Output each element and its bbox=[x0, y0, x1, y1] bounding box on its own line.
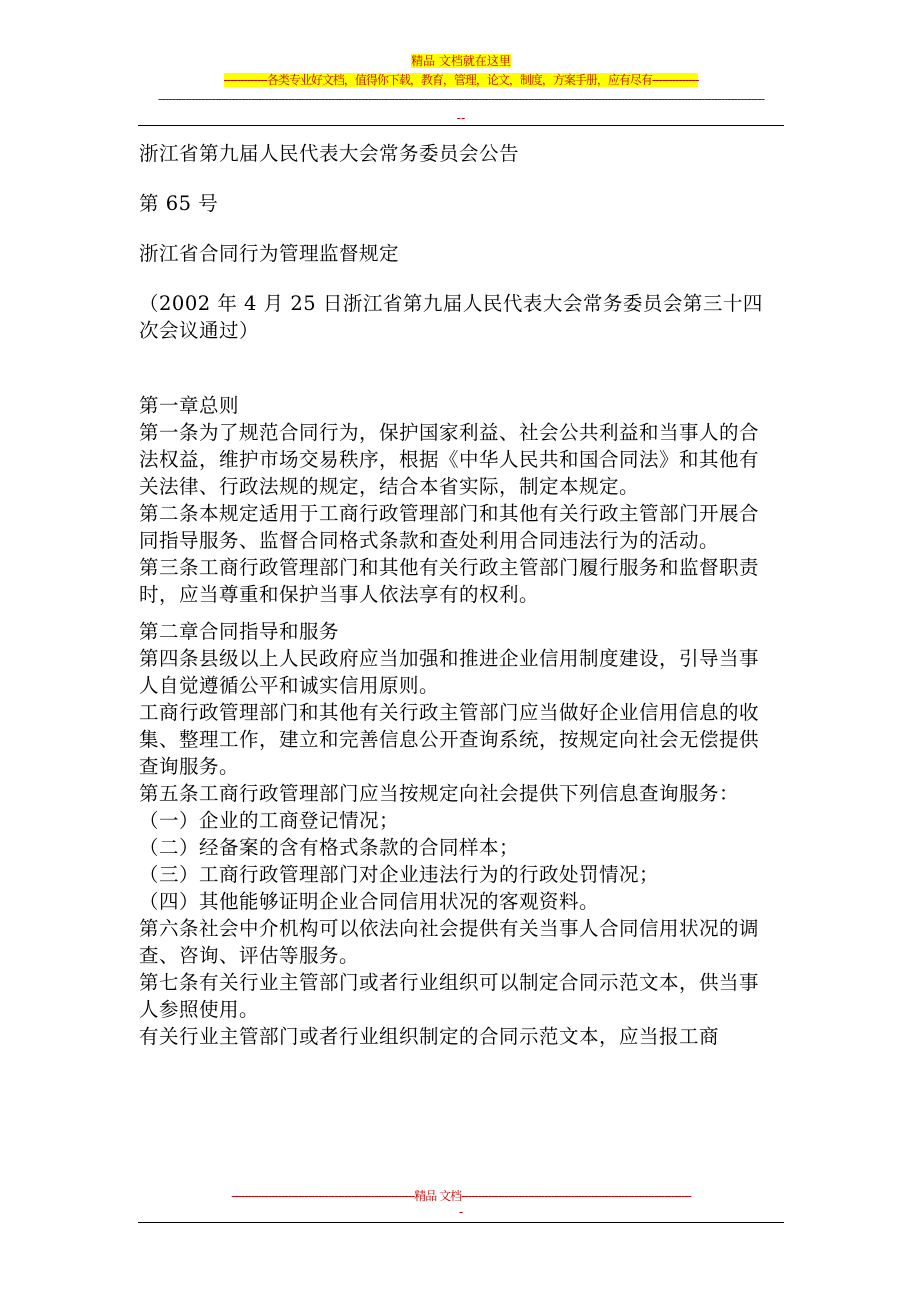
article-4-paragraph: 工商行政管理部门和其他有关行政主管部门应当做好企业信用信息的收集、整理工作，建立和完善信息公开查询系统，按规定向社会无偿提供查询服务。 bbox=[139, 701, 760, 778]
announcement-heading: 浙江省第九届人民代表大会常务委员会公告 bbox=[139, 142, 520, 165]
footer-rule bbox=[138, 1222, 784, 1223]
header-rule bbox=[138, 125, 784, 126]
article-6: 第六条社会中介机构可以依法向社会提供有关当事人合同信用状况的调查、咨询、评估等服务。 bbox=[139, 917, 760, 967]
page-header bbox=[138, 52, 784, 128]
footer-dash-tail: - bbox=[458, 1205, 464, 1219]
document-body bbox=[139, 140, 771, 1050]
list-item: （四）其他能够证明企业合同信用状况的客观资料。 bbox=[139, 890, 600, 913]
article-2: 第二条本规定适用于工商行政管理部门和其他有关行政主管部门开展合同指导服务、监督合同格式条款和查处利用合同违法行为的活动。 bbox=[139, 502, 760, 552]
chapter-heading: 第一章总则 bbox=[139, 394, 240, 417]
article-7-paragraph: 有关行业主管部门或者行业组织制定的合同示范文本，应当报工商 bbox=[139, 1025, 720, 1048]
regulation-title: 浙江省合同行为管理监督规定 bbox=[139, 242, 400, 265]
chapter-heading: 第二章合同指导和服务 bbox=[139, 620, 340, 643]
page-footer bbox=[138, 1188, 784, 1220]
article-3: 第三条工商行政管理部门和其他有关行政主管部门履行服务和监督职责时，应当尊重和保护当事人依法享有的权利。 bbox=[139, 556, 760, 606]
article-4: 第四条县级以上人民政府应当加强和推进企业信用制度建设，引导当事人自觉遵循公平和诚实信用原则。 bbox=[139, 647, 760, 697]
article-7: 第七条有关行业主管部门或者行业组织可以制定合同示范文本，供当事人参照使用。 bbox=[139, 971, 760, 1021]
list-item: （一）企业的工商登记情况； bbox=[139, 809, 400, 832]
footer-dash-line: -------------------------------------------------------精品 文档--------------------------------------------------------------------- bbox=[231, 1189, 691, 1203]
passage-note: （2002 年 4 月 25 日浙江省第九届人民代表大会常务委员会第三十四次会议通过） bbox=[139, 292, 763, 342]
list-item: （三）工商行政管理部门对企业违法行为的行政处罚情况； bbox=[139, 863, 660, 886]
article-1: 第一条为了规范合同行为，保护国家利益、社会公共利益和当事人的合法权益，维护市场交易秩序，根据《中华人民共和国合同法》和其他有关法律、行政法规的规定，结合本省实际，制定本规定。 bbox=[139, 421, 760, 498]
header-title: 精品 文档就在这里 bbox=[411, 54, 511, 68]
header-dash-tail: -- bbox=[456, 111, 466, 125]
header-dash-line: -------------------------------------------------------------------------------------------------------------------------------------------------------------------------------------- bbox=[157, 92, 765, 106]
list-item: （二）经备案的含有格式条款的合同样本； bbox=[139, 836, 520, 859]
announcement-number: 第 65 号 bbox=[139, 192, 219, 215]
article-5: 第五条工商行政管理部门应当按规定向社会提供下列信息查询服务： bbox=[139, 782, 740, 805]
header-tagline: -------------各类专业好文档，值得你下载，教育，管理，论文，制度，方案手册，应有尽有-------------- bbox=[223, 73, 699, 87]
